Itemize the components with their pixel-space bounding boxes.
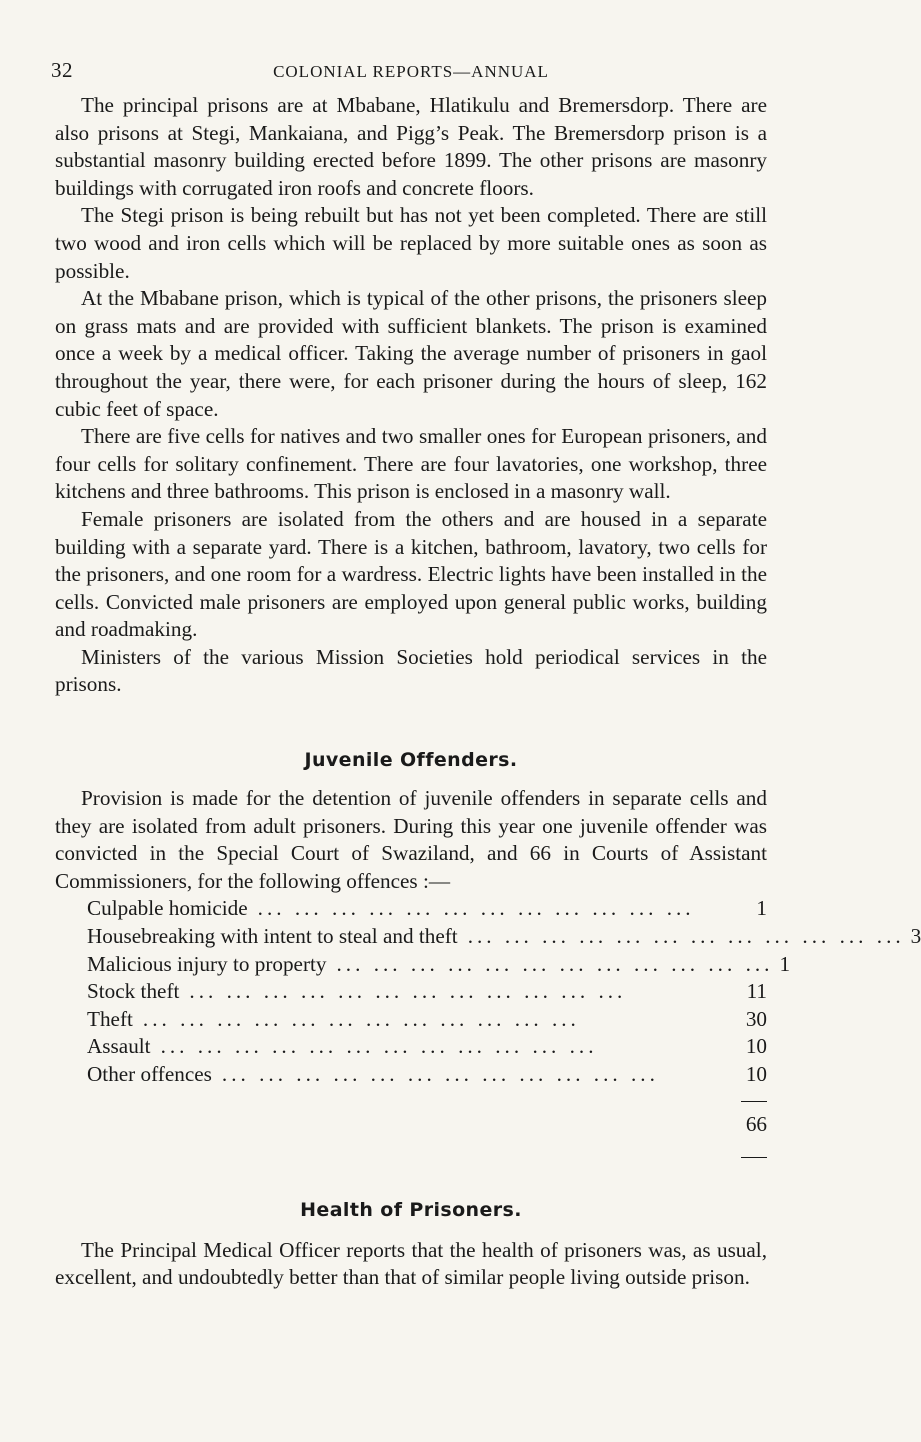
- offence-row: [87, 1006, 767, 1034]
- offence-row: [87, 951, 791, 979]
- offence-label: Theft: [87, 1006, 133, 1031]
- offence-label: Stock theft: [87, 979, 180, 1004]
- running-head: [51, 58, 767, 92]
- paragraph-prisons: The principal prisons are at Mbabane, Hlatikulu and Bremersdorp. There are also prisons at Stegi, Mankaiana, and Pigg’s Peak. The Bremersdorp prison is a substantial masonry building erected before 1899. The other prisons are masonry buildings with corrugated iron roofs and concrete floors.: [55, 93, 767, 200]
- offence-row: [87, 1061, 767, 1089]
- offence-label: Culpable homicide: [87, 896, 248, 921]
- offence-total-block: [87, 1089, 767, 1171]
- paragraph-juvenile-intro: Provision is made for the detention of juvenile offenders in separate cells and they are isolated from adult prisoners. During this year one juvenile offender was convicted in the Special Court of Swaziland, and 66 in Courts of Assistant Commissioners, for the following offences :—: [55, 786, 767, 893]
- section-heading-juvenile: Juvenile Offenders.: [304, 749, 518, 772]
- total-rule-bottom: [741, 1157, 767, 1158]
- paragraph-cells: There are five cells for natives and two smaller ones for European prisoners, and four cells for solitary confinement. There are four lavatories, one workshop, three kitchens and three bathrooms. This prison is enclosed in a masonry wall.: [55, 424, 767, 504]
- offence-count: 30: [745, 1006, 767, 1031]
- leader-dots: ... ... ... ... ... ... ... ... ... ... ... ...: [189, 979, 627, 1004]
- offence-list: [87, 895, 921, 1088]
- offence-count: 1: [779, 951, 791, 976]
- offence-label: Housebreaking with intent to steal and theft: [87, 924, 458, 949]
- paragraph-ministers: Ministers of the various Mission Societies hold periodical services in the prisons.: [55, 644, 767, 697]
- offence-row: [87, 978, 767, 1006]
- offence-total: 66: [745, 1111, 767, 1136]
- leader-dots: ... ... ... ... ... ... ... ... ... ... ... ...: [257, 896, 695, 921]
- offence-count: 10: [745, 1062, 767, 1086]
- section-heading-health: Health of Prisoners.: [300, 1198, 522, 1221]
- running-title: COLONIAL REPORTS—ANNUAL: [273, 62, 549, 81]
- paragraph-female-prisoners: Female prisoners are isolated from the others and are housed in a separate building with a separate yard. There is a kitchen, bathroom, lavatory, two cells for the prisoners, and one room for a wardress. Electric lights have been installed in the cells. Convicted male prisoners are employed upon general public works, building and roadmaking.: [55, 506, 767, 642]
- total-rule-top: [741, 1101, 767, 1102]
- offence-row: [87, 1033, 767, 1061]
- leader-dots: ... ... ... ... ... ... ... ... ... ... ... ...: [142, 1006, 580, 1031]
- offence-label: Malicious injury to property: [87, 951, 327, 976]
- page-number: 32: [51, 58, 73, 82]
- leader-dots: ... ... ... ... ... ... ... ... ... ... ... ...: [467, 924, 905, 949]
- offence-count: 10: [745, 1034, 767, 1059]
- paragraph-mbabane: At the Mbabane prison, which is typical of the other prisons, the prisoners sleep on grass mats and are provided with sufficient blankets. The prison is examined once a week by a medical officer. Taking the average number of prisoners in gaol throughout the year, there were, for each prisoner during the hours of sleep, 162 cubic feet of space.: [55, 286, 767, 421]
- offence-row: [87, 895, 767, 923]
- leader-dots: ... ... ... ... ... ... ... ... ... ... ... ...: [160, 1034, 598, 1059]
- leader-dots: ... ... ... ... ... ... ... ... ... ... ... ...: [336, 951, 774, 976]
- offence-label: Assault: [87, 1034, 151, 1059]
- leader-dots: ... ... ... ... ... ... ... ... ... ... ... ...: [221, 1062, 659, 1086]
- offence-count: 11: [746, 979, 767, 1004]
- offence-row: [87, 923, 921, 951]
- document-page: [51, 58, 921, 1292]
- offence-label: Other offences: [87, 1062, 212, 1086]
- paragraph-health: The Principal Medical Officer reports that the health of prisoners was, as usual, excellent, and undoubtedly better than that of similar people living outside prison.: [55, 1237, 767, 1290]
- offence-count: 3: [910, 924, 921, 949]
- offence-count: 1: [756, 896, 767, 921]
- paragraph-stegi: The Stegi prison is being rebuilt but has not yet been completed. There are still two wood and iron cells which will be replaced by more suitable ones as soon as possible.: [55, 203, 767, 283]
